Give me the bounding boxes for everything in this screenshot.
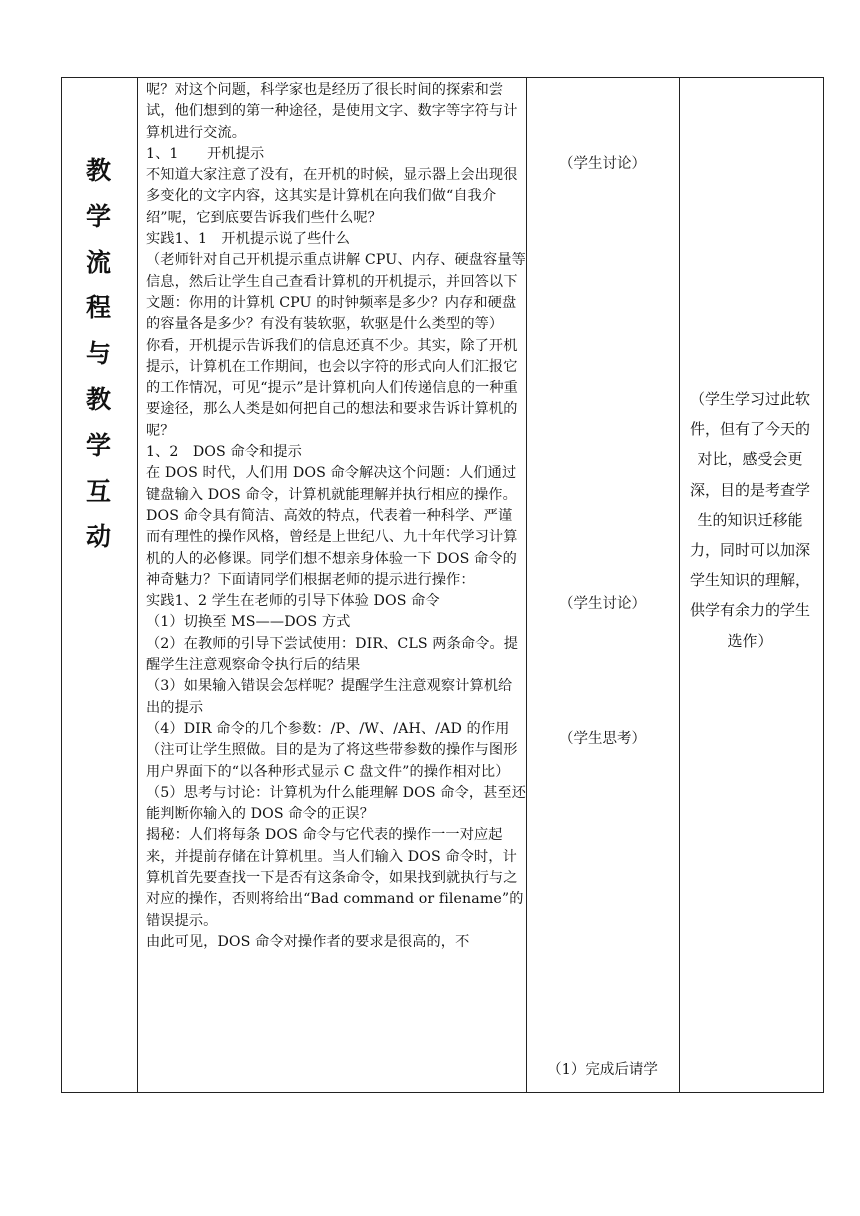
section-title-char: 程 [85,293,111,323]
section-title-char: 互 [85,476,111,506]
paragraph: 揭秘：人们将每条 DOS 命令与它代表的操作一一对应起来，并提前存储在计算机里。当人们输入 DOS 命令时，计算机首先要查找一下是否有这条命令，如果找到就执行与之对应的操作，否则将给出“Bad command or filename”的错误提示。 [146,827,524,929]
practice-heading: 实践1、1 开机提示说了些什么 [146,231,350,248]
paragraph: 在 DOS 时代，人们用 DOS 命令解决这个问题：人们通过键盘输入 DOS 命令，计算机就能理解并执行相应的操作。DOS 命令具有简洁、高效的特点，代表着一种科学、严谨而有理性的操作风格，曾经是上世纪八、九十年代学习计算机的人的必修课。同学们想不想亲身体验一下 DOS 命令的神奇魅力？下面请同学们根据老师的提示进行操作： [146,465,518,588]
section-title-char: 学 [85,430,111,460]
step-item: （3）如果输入错误会怎样呢？提醒学生注意观察计算机给出的提示 [146,678,513,716]
section-title [61,148,136,560]
practice-heading: 实践1、2 学生在老师的引导下体验 DOS 命令 [146,593,440,610]
paragraph: 呢？对这个问题，科学家也是经历了很长时间的探索和尝试，他们想到的第一种途径，是使用文字、数字等字符与计算机进行交流。 [146,82,518,141]
paragraph: 由此可见，DOS 命令对操作者的要求是很高的，不 [146,933,470,950]
section-heading: 1、2 DOS 命令和提示 [146,444,302,461]
student-activity-note: （学生讨论） [559,156,646,172]
step-item: （4）DIR 命令的几个参数：/P、/W、/AH、/AD 的作用（注可让学生照做。目的是为了将这些带参数的操作与图形用户界面下的“以各种形式显示 C 盘文件”的操作相对比） [146,720,518,780]
section-title-char: 流 [85,247,111,277]
section-title-char: 与 [85,339,111,369]
student-activity-note: （1）完成后请学 [547,1062,658,1078]
section-title-char: 教 [85,156,111,185]
step-item: （5）思考与讨论：计算机为什么能理解 DOS 命令，甚至还能判断你输入的 DOS 命令的正误？ [146,784,526,823]
step-item: （2）在教师的引导下尝试使用：DIR、CLS 两条命令。提醒学生注意观察命令执行后的结果 [146,635,519,674]
step-item: （1）切换至 MS——DOS 方式 [146,614,351,631]
lesson-content [146,80,526,953]
remark-text: （学生学习过此软件，但有了今天的对比，感受会更深，目的是考查学生的知识迁移能力，同时可以加深学生知识的理解，供学有余力的学生选作） [689,390,810,650]
section-title-char: 教 [85,384,111,414]
student-activity-note: （学生思考） [559,731,646,747]
paragraph: 不知道大家注意了没有，在开机的时候，显示器上会出现很多变化的文字内容，这其实是计算机在向我们做“自我介绍”呢，它到底要告诉我们些什么呢？ [146,167,518,226]
paragraph: 你看，开机提示告诉我们的信息还真不少。其实，除了开机提示，计算机在工作期间，也会以字符的形式向人们汇报它的工作情况，可见“提示”是计算机向人们传递信息的一种重要途径，那么人类是如何把自己的想法和要求告诉计算机的呢？ [146,337,518,439]
section-title-char: 动 [85,522,111,552]
section-heading: 1、1 开机提示 [146,145,265,162]
student-activity-note: （学生讨论） [559,596,646,612]
activity-column [527,78,680,1093]
paragraph: （老师针对自己开机提示重点讲解 CPU、内存、硬盘容量等信息，然后让学生自己查看计算机的开机提示，并回答以下文题：你用的计算机 CPU 的时钟频率是多少？内存和硬盘的容量各是多少？有没有装软驱，软驱是什么类型的等） [146,252,526,333]
section-title-char: 学 [85,201,111,231]
